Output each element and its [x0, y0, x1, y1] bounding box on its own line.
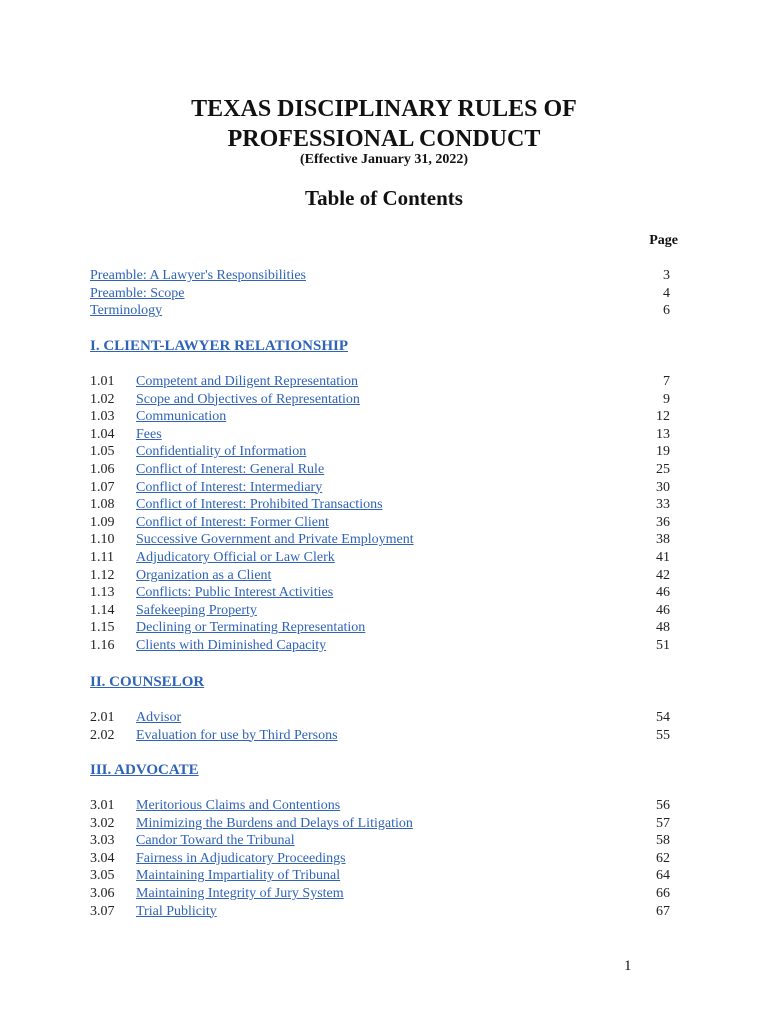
toc-link[interactable]: Terminology [90, 303, 163, 319]
toc-entry [90, 408, 670, 426]
toc-page: 48 [656, 620, 670, 636]
section-3-rules [90, 797, 670, 920]
toc-page: 62 [656, 850, 670, 866]
rule-number: 1.03 [90, 409, 115, 425]
rule-number: 3.02 [90, 815, 115, 831]
toc-entry [90, 832, 670, 850]
rule-number: 1.16 [90, 637, 115, 653]
toc-link[interactable]: Clients with Diminished Capacity [136, 637, 327, 653]
rule-number: 1.09 [90, 514, 115, 530]
section-1-rules [90, 373, 670, 655]
toc-page: 41 [656, 549, 670, 565]
page-column-header: Page [649, 233, 678, 248]
toc-entry [90, 496, 670, 514]
toc-link[interactable]: Competent and Diligent Representation [136, 374, 359, 389]
rule-number: 1.01 [90, 374, 115, 389]
toc-entry [90, 885, 670, 903]
preamble-list [90, 267, 670, 320]
toc-link[interactable]: Minimizing the Burdens and Delays of Litigation [136, 815, 413, 831]
toc-entry [90, 531, 670, 549]
toc-entry [90, 602, 670, 620]
toc-entry [90, 619, 670, 637]
section-heading-client-lawyer[interactable]: I. CLIENT-LAWYER RELATIONSHIP [90, 338, 348, 354]
rule-number: 3.01 [90, 798, 115, 813]
toc-link[interactable]: Confidentiality of Information [136, 444, 307, 460]
toc-entry [90, 285, 670, 303]
toc-entry [90, 391, 670, 409]
footer-page-number: 1 [624, 958, 632, 974]
toc-link[interactable]: Conflict of Interest: General Rule [136, 461, 325, 477]
toc-page: 13 [656, 426, 670, 442]
toc-link[interactable]: Fairness in Adjudicatory Proceedings [136, 850, 346, 866]
toc-entry [90, 479, 670, 497]
toc-link[interactable]: Organization as a Client [136, 567, 272, 583]
toc-entry [90, 727, 670, 745]
rule-number: 3.03 [90, 833, 115, 849]
toc-link[interactable]: Conflicts: Public Interest Activities [136, 585, 334, 601]
rule-number: 1.05 [90, 444, 115, 460]
toc-entry [90, 567, 670, 585]
rule-number: 1.11 [90, 549, 114, 565]
toc-page: 46 [656, 602, 670, 618]
toc-page: 4 [663, 285, 670, 301]
toc-entry [90, 267, 670, 285]
toc-entry [90, 302, 670, 320]
toc-page: 9 [663, 391, 670, 407]
toc-page: 55 [656, 727, 670, 743]
toc-page: 67 [656, 903, 670, 919]
toc-page: 7 [663, 374, 670, 389]
rule-number: 2.01 [90, 710, 115, 725]
toc-page: 30 [656, 479, 670, 495]
toc-entry [90, 850, 670, 868]
toc-link[interactable]: Meritorious Claims and Contentions [136, 798, 341, 813]
toc-entry [90, 461, 670, 479]
section-heading-advocate[interactable]: III. ADVOCATE [90, 762, 199, 778]
toc-entry [90, 426, 670, 444]
toc-page: 51 [656, 637, 670, 653]
toc-link[interactable]: Preamble: Scope [90, 285, 185, 301]
toc-link[interactable]: Communication [136, 409, 227, 425]
rule-number: 3.05 [90, 868, 115, 884]
rule-number: 3.06 [90, 885, 115, 901]
toc-link[interactable]: Successive Government and Private Employment [136, 532, 414, 548]
toc-entry [90, 549, 670, 567]
toc-page: 42 [656, 567, 670, 583]
toc-page: 25 [656, 461, 670, 477]
toc-link[interactable]: Safekeeping Property [136, 602, 257, 618]
toc-link[interactable]: Declining or Terminating Representation [136, 620, 366, 636]
section-2-rules [90, 709, 670, 744]
rule-number: 3.07 [90, 903, 115, 919]
toc-link[interactable]: Trial Publicity [136, 903, 217, 919]
toc-link[interactable]: Maintaining Impartiality of Tribunal [136, 868, 341, 884]
toc-entry [90, 584, 670, 602]
rule-number: 1.10 [90, 532, 115, 548]
rule-number: 1.04 [90, 426, 115, 442]
toc-entry [90, 797, 670, 815]
toc-link[interactable]: Preamble: A Lawyer's Responsibilities [90, 268, 306, 283]
toc-page: 54 [656, 710, 670, 725]
rule-number: 1.07 [90, 479, 115, 495]
rule-number: 2.02 [90, 727, 115, 743]
toc-entry [90, 709, 670, 727]
toc-entry [90, 637, 670, 655]
rule-number: 1.02 [90, 391, 115, 407]
toc-entry [90, 373, 670, 391]
toc-link[interactable]: Candor Toward the Tribunal [136, 833, 295, 849]
toc-link[interactable]: Conflict of Interest: Prohibited Transactions [136, 497, 383, 513]
toc-page: 19 [656, 444, 670, 460]
document-title-line-1: TEXAS DISCIPLINARY RULES OF [191, 96, 577, 122]
toc-page: 46 [656, 585, 670, 601]
rule-number: 1.08 [90, 497, 115, 513]
toc-page: 66 [656, 885, 670, 901]
toc-entry [90, 867, 670, 885]
toc-link[interactable]: Maintaining Integrity of Jury System [136, 885, 344, 901]
toc-entry [90, 443, 670, 461]
toc-link[interactable]: Evaluation for use by Third Persons [136, 727, 338, 743]
toc-page: 12 [656, 409, 670, 425]
toc-entry [90, 903, 670, 921]
rule-number: 1.06 [90, 461, 115, 477]
rule-number: 3.04 [90, 850, 115, 866]
toc-page: 56 [656, 798, 670, 813]
toc-link[interactable]: Advisor [136, 710, 182, 725]
toc-title: Table of Contents [305, 186, 463, 210]
toc-link[interactable]: Adjudicatory Official or Law Clerk [136, 549, 335, 565]
toc-entry [90, 815, 670, 833]
toc-page: 58 [656, 833, 670, 849]
rule-number: 1.15 [90, 620, 115, 636]
rule-number: 1.13 [90, 585, 115, 601]
toc-page: 3 [663, 268, 670, 283]
rule-number: 1.14 [90, 602, 115, 618]
effective-date: (Effective January 31, 2022) [300, 152, 468, 167]
toc-page: 33 [656, 497, 670, 513]
toc-link[interactable]: Scope and Objectives of Representation [136, 391, 360, 407]
toc-link[interactable]: Conflict of Interest: Former Client [136, 514, 329, 530]
toc-page: 38 [656, 532, 670, 548]
toc-page: 36 [656, 514, 670, 530]
rule-number: 1.12 [90, 567, 115, 583]
toc-page: 64 [656, 868, 670, 884]
toc-page: 57 [656, 815, 670, 831]
toc-entry [90, 514, 670, 532]
section-heading-counselor[interactable]: II. COUNSELOR [90, 674, 205, 690]
toc-link[interactable]: Conflict of Interest: Intermediary [136, 479, 323, 495]
toc-link[interactable]: Fees [136, 426, 162, 442]
document-title-line-2: PROFESSIONAL CONDUCT [227, 126, 541, 152]
toc-page: 6 [663, 303, 670, 319]
